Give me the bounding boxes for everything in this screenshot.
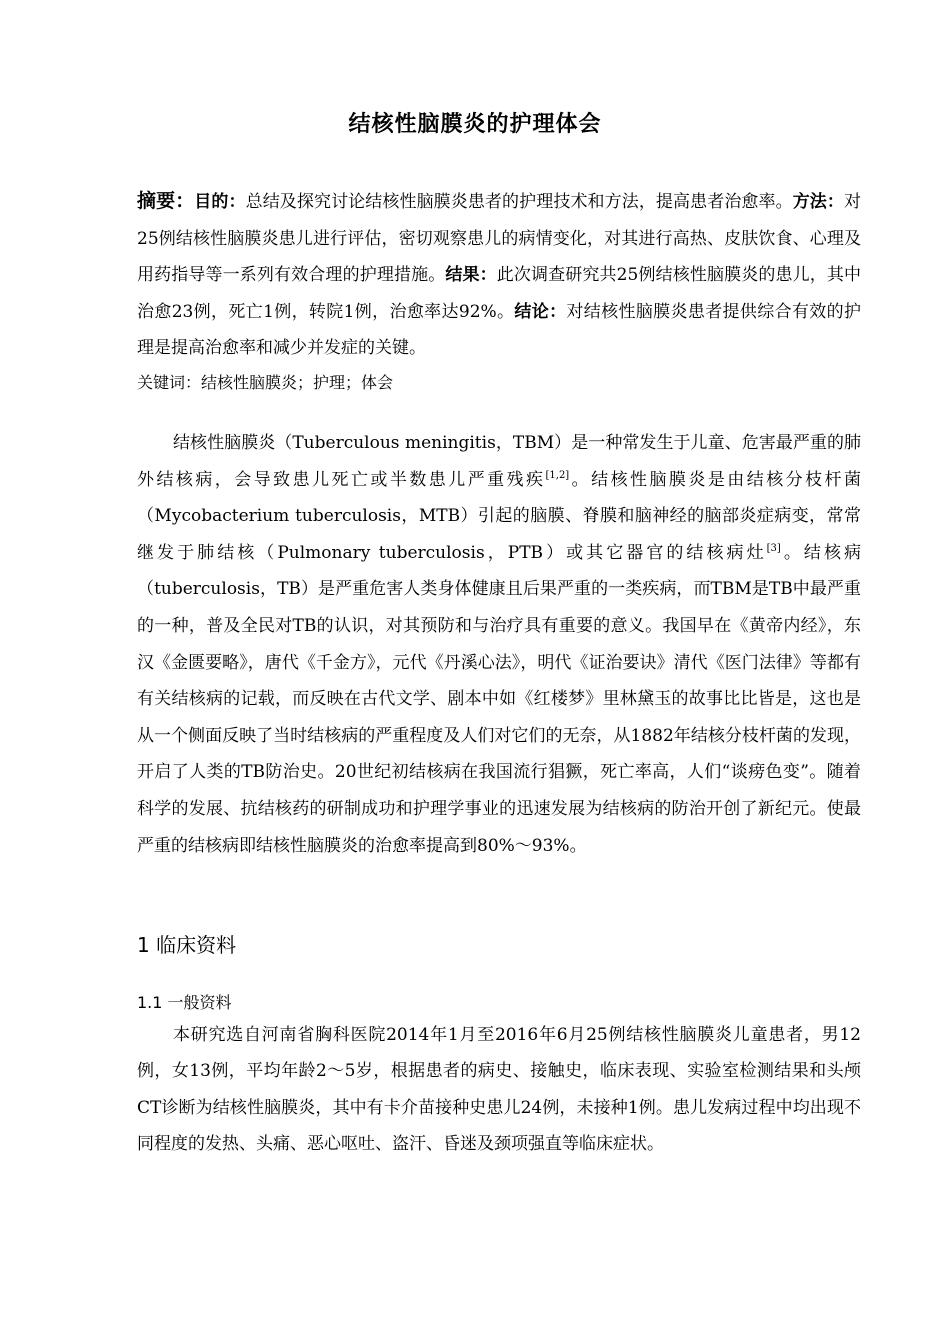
citation-3[interactable]: [3]	[766, 542, 781, 554]
intro-text-2: 。结核性脑膜炎是由结核分枝杆菌（Mycobacterium tuberculosis，MTB）引起的脑膜、脊膜和脑神经的脑部炎症病变，常常继发于肺结核（Pulmonary tuberculosis，PTB）或其它器官的结核病灶	[137, 469, 862, 563]
intro-text-1: 结核性脑膜炎（Tuberculous meningitis，TBM）是一种常发生于儿童、危害最严重的肺外结核病，会导致患儿死亡或半数患儿严重残疾	[137, 433, 861, 490]
conclusion-text: 对结核性脑膜炎患者提供综合有效的护理是提高治愈率和减少并发症的关键。	[137, 301, 861, 358]
paper-title: 结核性脑膜炎的护理体会	[348, 112, 602, 137]
citation-1-2[interactable]: [1,2]	[545, 469, 570, 481]
general-data-paragraph: 本研究选自河南省胸科医院2014年1月至2016年6月25例结核性脑膜炎儿童患者，男12例，女13例，平均年龄2～5岁，根据患者的病史、接触史，临床表现、实验室检测结果和头颅CT诊断为结核性脑膜炎，其中有卡介苗接种史患儿24例，未接种1例。患儿发病过程中均出现不同程度的发热、头痛、恶心呕吐、盗汗、昏迷及颈项强直等临床症状。	[137, 1025, 861, 1155]
result-text: 此次调查研究共25例结核性脑膜炎的患儿，其中治愈23例，死亡1例，转院1例，治愈率达92%。	[137, 265, 862, 322]
intro-text-3: 。结核病（tuberculosis，TB）是严重危害人类身体健康且后果严重的一类疾病，而TBM是TB中最严重的一种，普及全民对TB的认识，对其预防和与治疗具有重要的意义。我国早在《黄帝内经》，东汉《金匮要略》，唐代《千金方》，元代《丹溪心法》，明代《证治要诀》清代《医门法律》等都有有关结核病的记载，而反映在古代文学、剧本中如《红楼梦》里林黛玉的故事比比皆是，这也是从一个侧面反映了当时结核病的严重程度及人们对它们的无奈，从1882年结核分枝杆菌的发现，开启了人类的TB防治史。20世纪初结核病在我国流行猖獗，死亡率高，人们“谈痨色变”。随着科学的发展、抗结核药的研制成功和护理学事业的迅速发展为结核病的防治开创了新纪元。使最严重的结核病即结核性脑膜炎的治愈率提高到80%～93%。	[137, 542, 862, 856]
result-label: 结果：	[445, 265, 497, 285]
conclusion-label: 结论：	[514, 301, 567, 322]
keywords: 关键词：结核性脑膜炎；护理；体会	[137, 373, 394, 392]
aim-label: 目的：	[194, 192, 246, 212]
method-label: 方法：	[792, 192, 844, 212]
intro-paragraph	[137, 425, 861, 864]
abstract	[137, 183, 861, 367]
aim-text: 总结及探究讨论结核性脑膜炎患者的护理技术和方法，提高患者治愈率。	[245, 192, 793, 212]
subsection-heading-general-data: 1.1 一般资料	[137, 993, 232, 1012]
method-text: 对25例结核性脑膜炎患儿进行评估，密切观察患儿的病情变化，对其进行高热、皮肤饮食、心理及用药指导等一系列有效合理的护理措施。	[137, 192, 861, 285]
abstract-label: 摘要：	[137, 190, 195, 212]
section-heading-clinical-data: 1 临床资料	[137, 933, 237, 957]
